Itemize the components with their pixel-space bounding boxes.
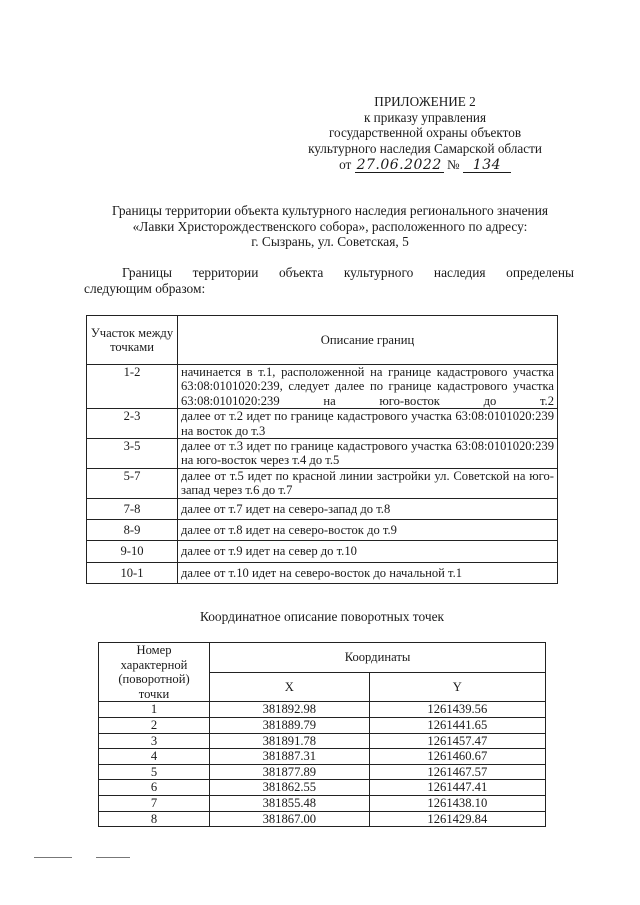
header-section: Участок между точками [87,316,178,365]
description-cell: далее от т.2 идет по границе кадастрового участка 63:08:0101020:239 на восток до т.3 [178,409,558,439]
table-row [87,541,558,562]
section-cell: 10-1 [87,562,178,583]
table-row [87,409,558,439]
date-prefix: от [339,157,352,172]
table-row [99,780,546,796]
section-cell: 9-10 [87,541,178,562]
table-row [87,439,558,469]
section-cell: 5-7 [87,468,178,498]
description-cell: далее от т.9 идет на север до т.10 [178,541,558,562]
table-row [99,811,546,827]
heading-line: «Лавки Христорождественского собора», расположенного по адресу: [132,218,528,234]
section-cell: 7-8 [87,498,178,519]
description-cell: далее от т.3 идет по границе кадастрового участка 63:08:0101020:239 на юго-восток через т.4 до т.5 [178,439,558,469]
intro-paragraph [84,265,574,296]
table-row [87,468,558,498]
handwritten-number: 134 [463,158,511,173]
section-cell: 2-3 [87,409,178,439]
table-row [99,733,546,749]
y-cell: 1261467.57 [369,764,545,780]
table-row [99,795,546,811]
appendix-block [300,94,550,173]
header-y: Y [369,672,545,702]
y-cell: 1261457.47 [369,733,545,749]
y-cell: 1261429.84 [369,811,545,827]
y-cell: 1261441.65 [369,717,545,733]
section-cell: 1-2 [87,365,178,409]
description-cell: далее от т.7 идет на северо-запад до т.8 [178,498,558,519]
header-description: Описание границ [178,316,558,365]
section-cell: 8-9 [87,520,178,541]
y-cell: 1261439.56 [369,702,545,718]
point-cell: 4 [99,749,210,765]
document-heading [60,203,600,250]
x-cell: 381867.00 [210,811,370,827]
section-cell: 3-5 [87,439,178,469]
header-coordinates: Координаты [210,643,546,673]
table-row [99,702,546,718]
appendix-line: к приказу управления [363,109,487,125]
table-row [87,365,558,409]
x-cell: 381889.79 [210,717,370,733]
appendix-line: государственной охраны объектов [328,125,522,140]
appendix-date-line [300,157,550,173]
table-row [99,764,546,780]
heading-line: Границы территории объекта культурного наследия регионального значения [111,203,549,218]
x-cell: 381887.31 [210,749,370,765]
scan-marks [34,857,174,861]
description-cell: далее от т.10 идет на северо-восток до начальной т.1 [178,562,558,583]
table-row [99,717,546,733]
x-cell: 381892.98 [210,702,370,718]
x-cell: 381891.78 [210,733,370,749]
header-point: Номер характерной (поворотной) точки [99,643,210,702]
description-cell: далее от т.5 идет по красной линии застройки ул. Советской на юго-запад через т.6 до т.7 [178,468,558,498]
point-cell: 2 [99,717,210,733]
appendix-title: ПРИЛОЖЕНИЕ 2 [374,94,476,109]
description-cell: далее от т.8 идет на северо-восток до т.9 [178,520,558,541]
number-prefix: № [447,157,460,172]
table-row [87,498,558,519]
y-cell: 1261447.41 [369,780,545,796]
table-row [87,562,558,583]
intro-line: следующим образом: [84,280,206,296]
table-row [99,749,546,765]
point-cell: 7 [99,795,210,811]
point-cell: 6 [99,780,210,796]
x-cell: 381862.55 [210,780,370,796]
scan-mark [96,857,130,858]
table-header-row [87,316,558,365]
coords-header-row [99,643,546,673]
point-cell: 8 [99,811,210,827]
x-cell: 381855.48 [210,795,370,811]
header-x: X [210,672,370,702]
point-cell: 3 [99,733,210,749]
y-cell: 1261438.10 [369,795,545,811]
heading-line: г. Сызрань, ул. Советская, 5 [251,234,409,250]
y-cell: 1261460.67 [369,749,545,765]
description-cell: начинается в т.1, расположенной на границе кадастрового участка 63:08:0101020:239, следует далее по границе кадастрового участка 63:08:0101020:239 на юго-восток до т.2 [178,365,558,409]
x-cell: 381877.89 [210,764,370,780]
coordinates-table [98,642,546,827]
intro-line: Границы территории объекта культурного наследия определены [122,265,574,280]
point-cell: 1 [99,702,210,718]
boundaries-table [86,315,558,584]
handwritten-date: 27.06.2022 [356,157,442,173]
table-row [87,520,558,541]
coordinates-title: Координатное описание поворотных точек [199,609,445,624]
scan-mark [34,857,72,858]
appendix-line: культурного наследия Самарской области [308,140,542,156]
point-cell: 5 [99,764,210,780]
